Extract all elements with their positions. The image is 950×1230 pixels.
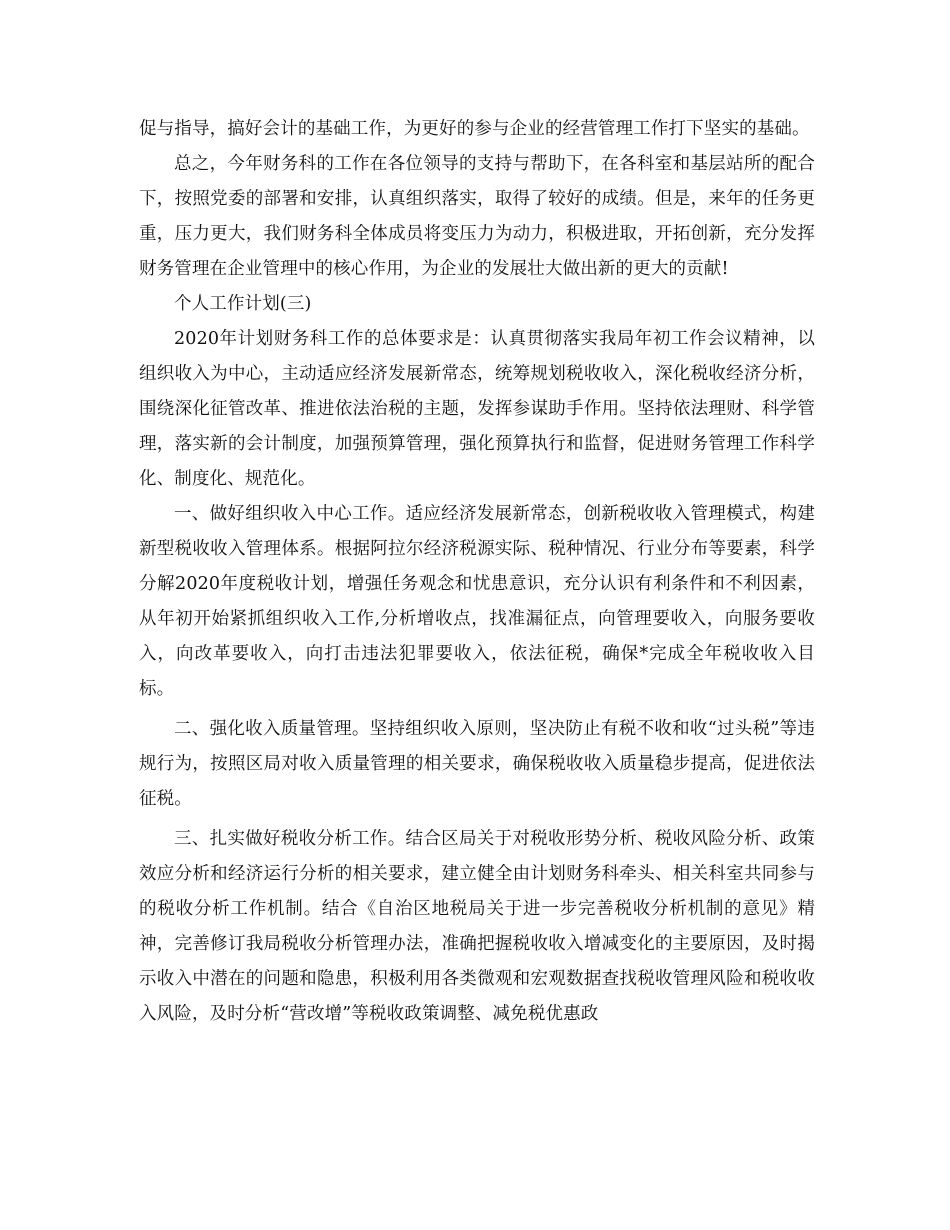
- paragraph-summary: 总之，今年财务科的工作在各位领导的支持与帮助下，在各科室和基层站所的配合下，按照党委的部署和安排，认真组织落实，取得了较好的成绩。但是，来年的任务更重，压力更大，我们财务科全体成员将变压力为动力，积极进取，开拓创新，充分发挥财务管理在企业管理中的核心作用，为企业的发展壮大做出新的更大的贡献!: [139, 154, 815, 279]
- paragraph-item-3: 三、扎实做好税收分析工作。结合区局关于对税收形势分析、税收风险分析、政策效应分析和经济运行分析的相关要求，建立健全由计划财务科牵头、相关科室共同参与的税收分析工作机制。结合《自治区地税局关于进一步完善税收分析机制的意见》精神，完善修订我局税收分析管理办法，准确把握税收收入增减变化的主要原因，及时揭示收入中潜在的问题和隐患，积极利用各类微观和宏观数据查找税收管理风险和税收收入风险，及时分析“营改增”等税收政策调整、减免税优惠政: [139, 829, 815, 1024]
- paragraph-item-2: 二、强化收入质量管理。坚持组织收入原则，坚决防止有税不收和收“过头税”等违规行为，按照区局对收入质量管理的相关要求，确保税收收入质量稳步提高，促进依法征税。: [139, 719, 815, 809]
- document-body: [139, 112, 815, 1032]
- paragraph-item-1: 一、做好组织收入中心工作。适应经济发展新常态，创新税收收入管理模式，构建新型税收收入管理体系。根据阿拉尔经济税源实际、税种情况、行业分布等要素，科学分解2020年度税收计划，增强任务观念和忧患意识，充分认识有利条件和不利因素，从年初开始紧抓组织收入工作,分析增收点，找准漏征点，向管理要收入，向服务要收入，向改革要收入，向打击违法犯罪要收入，依法征税，确保*完成全年税收收入目标。: [139, 504, 815, 699]
- paragraph-continuation: 促与指导，搞好会计的基础工作，为更好的参与企业的经营管理工作打下坚实的基础。: [139, 119, 810, 139]
- section-heading: 个人工作计划(三): [174, 294, 312, 314]
- paragraph-overall-requirements: 2020年计划财务科工作的总体要求是：认真贯彻落实我局年初工作会议精神，以组织收入为中心，主动适应经济发展新常态，统筹规划税收收入，深化税收经济分析，围绕深化征管改革、推进依法治税的主题，发挥参谋助手作用。坚持依法理财、科学管理，落实新的会计制度，加强预算管理，强化预算执行和监督，促进财务管理工作科学化、制度化、规范化。: [139, 329, 815, 489]
